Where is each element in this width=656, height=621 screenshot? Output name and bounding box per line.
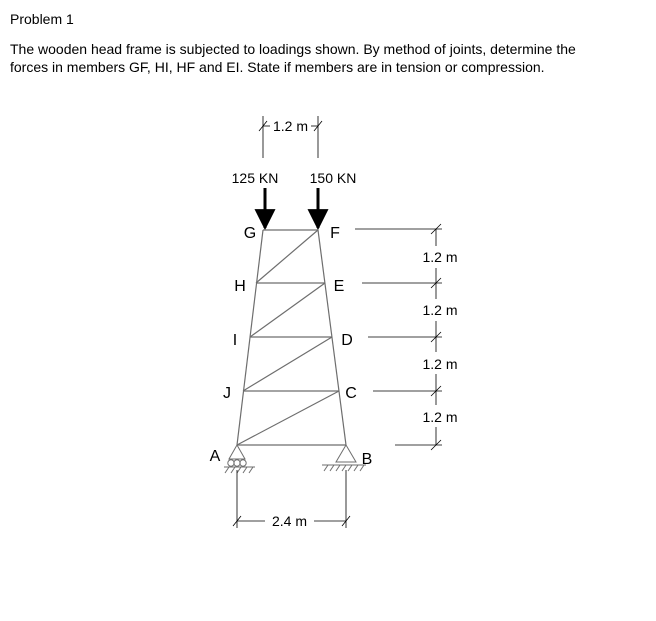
top-width-label: 1.2 m [272, 118, 309, 134]
joint-e-label: E [333, 278, 345, 295]
joint-labels [210, 225, 373, 468]
truss-members [237, 230, 346, 445]
load-150-label: 150 KN [309, 170, 357, 186]
joint-b-label: B [361, 451, 373, 468]
joint-d-label: D [341, 332, 353, 349]
joint-j-label: J [223, 385, 231, 402]
member-hf [256, 230, 318, 283]
panel-height-1: 1.2 m [422, 249, 458, 265]
joint-h-label: H [234, 278, 246, 295]
load-125 [232, 170, 279, 228]
member-ac [237, 391, 339, 445]
base-width-label: 2.4 m [271, 513, 308, 529]
member-jd [243, 337, 332, 391]
joint-i-label: I [232, 332, 238, 349]
top-dimension [259, 116, 322, 158]
joint-a-label: A [209, 448, 221, 465]
joint-g-label: G [243, 225, 257, 242]
member-ie [250, 283, 325, 337]
panel-height-4: 1.2 m [422, 409, 458, 425]
load-125-label: 125 KN [231, 170, 279, 186]
support-a-roller [224, 445, 255, 473]
load-150 [310, 170, 357, 228]
statement-line-2: forces in members GF, HI, HF and EI. State if members are in tension or compression. [10, 59, 545, 75]
panel-height-2: 1.2 m [422, 302, 458, 318]
statement-line-1: The wooden head frame is subjected to loadings shown. By method of joints, determine the [10, 41, 576, 57]
problem-title: Problem 1 [10, 11, 74, 27]
joint-f-label: F [330, 225, 340, 242]
joint-c-label: C [345, 385, 357, 402]
support-b-pin [322, 445, 366, 471]
panel-height-3: 1.2 m [422, 356, 458, 372]
base-dimension [233, 470, 350, 529]
